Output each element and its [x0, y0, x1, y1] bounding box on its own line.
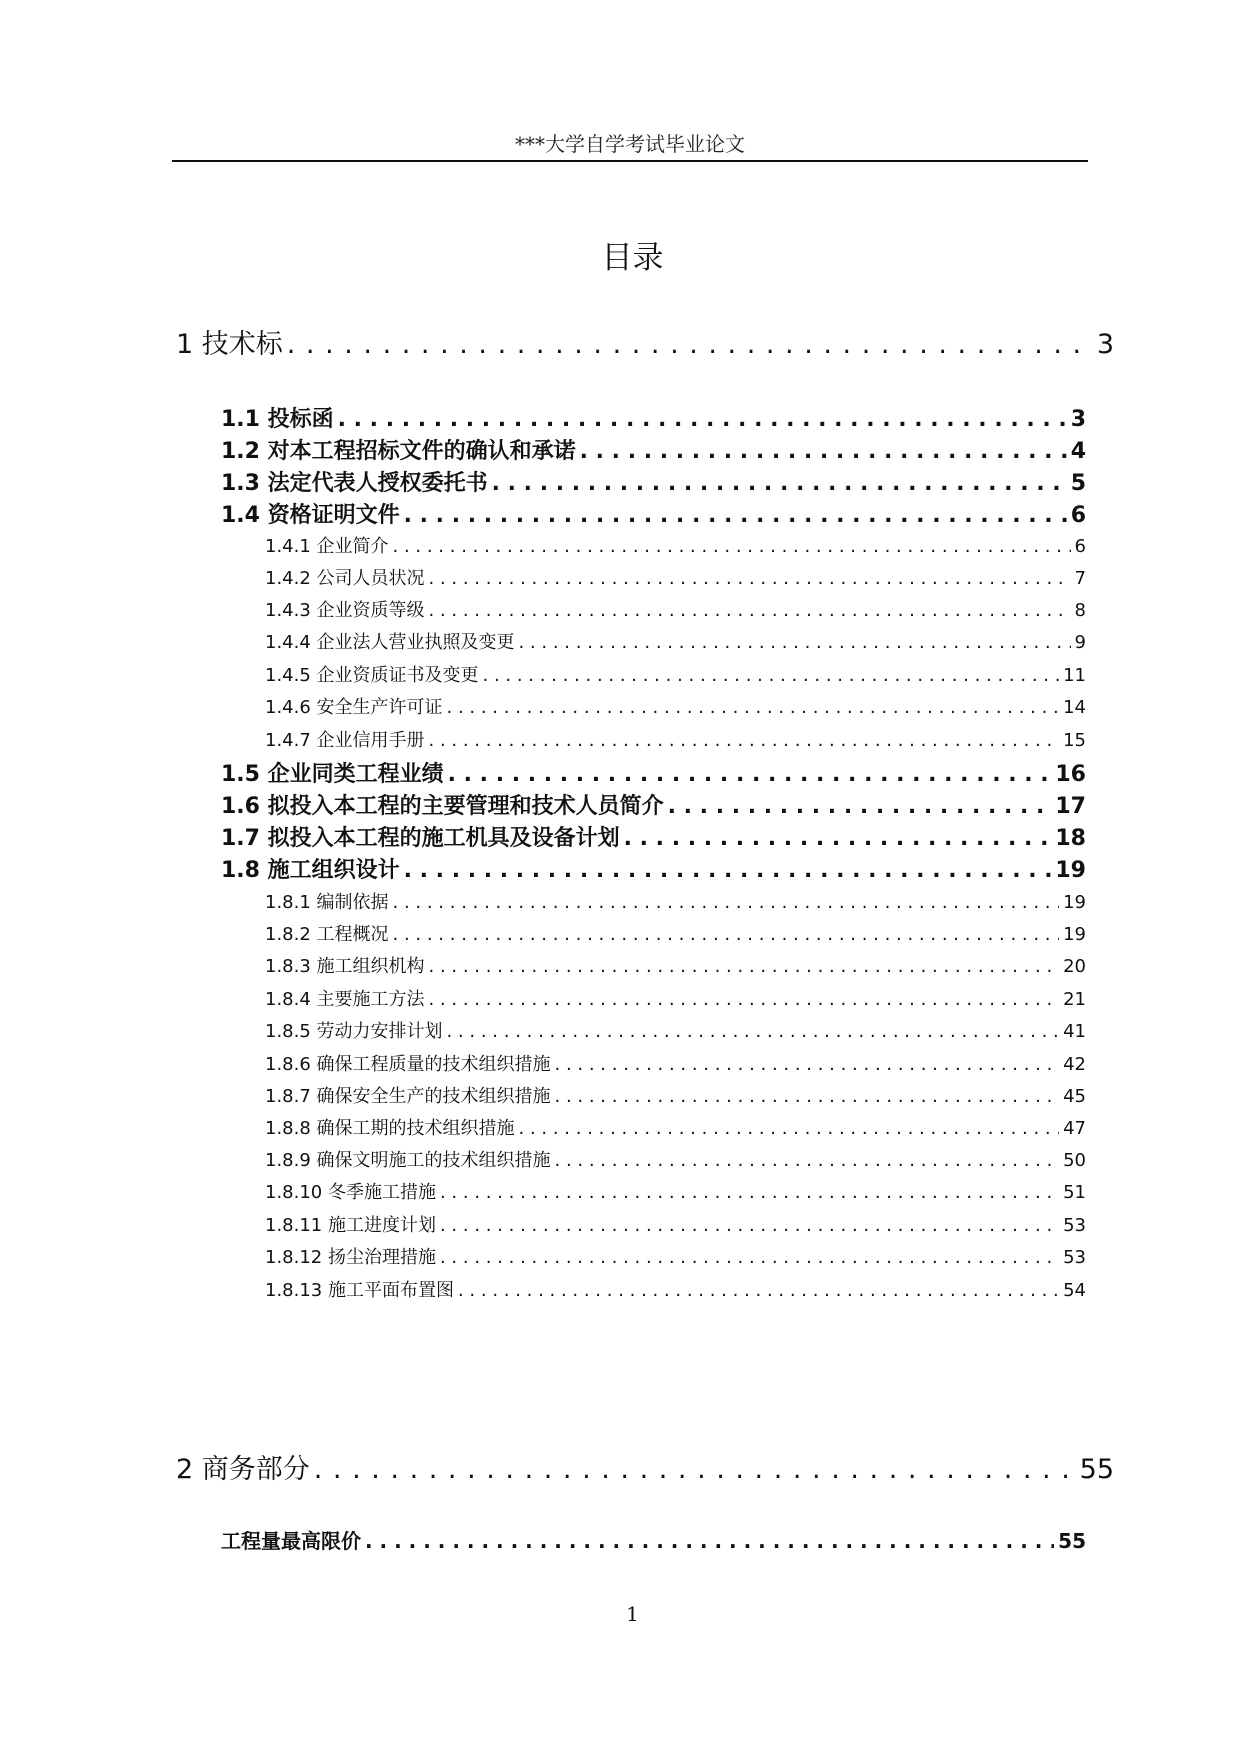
toc-entry-page: 9	[1074, 632, 1086, 653]
toc-entry[interactable]	[221, 789, 1086, 820]
toc-entry-label: 1.4.7 企业信用手册	[265, 730, 425, 751]
toc-entry-page: 14	[1063, 697, 1086, 718]
toc-entry-label: 1.4.2 公司人员状况	[265, 568, 425, 589]
toc-entry-page: 8	[1074, 600, 1086, 621]
toc-entry-page: 50	[1063, 1150, 1086, 1171]
toc-entry-page: 54	[1063, 1280, 1086, 1301]
toc-entry[interactable]	[265, 888, 1086, 914]
toc-entry[interactable]	[265, 726, 1086, 752]
toc-entry[interactable]	[221, 757, 1086, 788]
header-rule	[172, 160, 1088, 162]
toc-entry[interactable]	[221, 821, 1086, 852]
toc-entry-page: 16	[1055, 762, 1086, 787]
toc-leader	[448, 762, 1052, 787]
toc-leader	[393, 536, 1071, 557]
toc-leader	[624, 826, 1052, 851]
toc-leader	[555, 1086, 1060, 1107]
toc-entry-page: 5	[1070, 471, 1086, 496]
toc-entry-page: 53	[1063, 1215, 1086, 1236]
toc-entry[interactable]	[265, 596, 1086, 622]
toc-entry-label: 1.8.4 主要施工方法	[265, 989, 425, 1010]
toc-leader	[429, 989, 1060, 1010]
toc-entry-page: 19	[1055, 858, 1086, 883]
toc-entry-label: 1.8.1 编制依据	[265, 892, 389, 913]
toc-entry-page: 42	[1063, 1054, 1086, 1075]
toc-entry-label: 1.8.13 施工平面布置图	[265, 1280, 454, 1301]
running-header: ***大学自学考试毕业论文	[515, 132, 745, 156]
toc-entry-page: 17	[1055, 794, 1086, 819]
toc-leader	[668, 794, 1052, 819]
toc-entry-label: 1.8.9 确保文明施工的技术组织措施	[265, 1150, 551, 1171]
toc-entry[interactable]	[265, 1017, 1086, 1043]
toc-entry-label: 1.7 拟投入本工程的施工机具及设备计划	[221, 826, 620, 851]
toc-entry-label: 2 商务部分	[176, 1454, 310, 1485]
toc-entry[interactable]	[221, 466, 1086, 497]
toc-entry-page: 21	[1063, 989, 1086, 1010]
toc-leader	[458, 1280, 1059, 1301]
toc-entry-label: 1.2 对本工程招标文件的确认和承诺	[221, 439, 576, 464]
toc-entry-page: 41	[1063, 1021, 1086, 1042]
toc-entry-label: 1.4.1 企业简介	[265, 536, 389, 557]
toc-entry-page: 3	[1070, 407, 1086, 432]
page-number: 1	[626, 1602, 639, 1626]
toc-entry-label: 工程量最高限价	[221, 1529, 361, 1553]
toc-entry-label: 1.8.10 冬季施工措施	[265, 1182, 436, 1203]
toc-entry[interactable]	[265, 1114, 1086, 1140]
toc-entry[interactable]	[265, 1178, 1086, 1204]
toc-entry[interactable]	[221, 853, 1086, 884]
toc-entry-page: 51	[1063, 1182, 1086, 1203]
toc-entry-page: 53	[1063, 1247, 1086, 1268]
toc-entry[interactable]	[221, 1525, 1086, 1554]
toc-entry-page: 3	[1096, 329, 1114, 360]
toc-entry-page: 19	[1063, 892, 1086, 913]
toc-entry-page: 15	[1063, 730, 1086, 751]
toc-leader	[492, 471, 1067, 496]
toc-entry-page: 18	[1055, 826, 1086, 851]
toc-entry[interactable]	[265, 693, 1086, 719]
toc-entry-label: 1.8.5 劳动力安排计划	[265, 1021, 443, 1042]
toc-leader	[440, 1247, 1059, 1268]
toc-leader	[429, 568, 1071, 589]
toc-entry[interactable]	[265, 1082, 1086, 1108]
toc-leader	[447, 697, 1060, 718]
toc-title: 目录	[601, 240, 664, 276]
toc-entry-label: 1.8.12 扬尘治理措施	[265, 1247, 436, 1268]
toc-entry-label: 1.4.6 安全生产许可证	[265, 697, 443, 718]
toc-leader	[314, 1454, 1076, 1485]
toc-entry[interactable]	[265, 985, 1086, 1011]
toc-entry-label: 1.8.11 施工进度计划	[265, 1215, 436, 1236]
toc-entry-label: 1.4.5 企业资质证书及变更	[265, 665, 479, 686]
toc-leader	[447, 1021, 1060, 1042]
toc-entry[interactable]	[176, 322, 1114, 361]
toc-entry[interactable]	[265, 1050, 1086, 1076]
toc-entry-page: 4	[1070, 439, 1086, 464]
toc-entry[interactable]	[221, 498, 1086, 529]
toc-entry-page: 20	[1063, 956, 1086, 977]
toc-leader	[429, 730, 1060, 751]
toc-leader	[338, 407, 1067, 432]
toc-entry-label: 1.6 拟投入本工程的主要管理和技术人员简介	[221, 794, 664, 819]
toc-entry-label: 1.4.3 企业资质等级	[265, 600, 425, 621]
toc-leader	[404, 503, 1067, 528]
toc-entry[interactable]	[265, 952, 1086, 978]
toc-entry[interactable]	[265, 628, 1086, 654]
toc-entry[interactable]	[265, 920, 1086, 946]
toc-entry[interactable]	[265, 1146, 1086, 1172]
toc-entry-label: 1.8.3 施工组织机构	[265, 956, 425, 977]
toc-entry-label: 1.3 法定代表人授权委托书	[221, 471, 488, 496]
toc-leader	[519, 1118, 1060, 1139]
toc-leader	[580, 439, 1067, 464]
toc-entry[interactable]	[265, 1211, 1086, 1237]
toc-leader	[555, 1150, 1060, 1171]
toc-entry-page: 7	[1074, 568, 1086, 589]
toc-leader	[393, 892, 1060, 913]
toc-entry-label: 1.8.6 确保工程质量的技术组织措施	[265, 1054, 551, 1075]
toc-entry[interactable]	[265, 564, 1086, 590]
toc-entry[interactable]	[265, 661, 1086, 687]
toc-entry[interactable]	[265, 1276, 1086, 1302]
toc-leader	[429, 600, 1071, 621]
toc-leader	[429, 956, 1060, 977]
toc-entry-label: 1.5 企业同类工程业绩	[221, 762, 444, 787]
toc-leader	[404, 858, 1052, 883]
toc-leader	[555, 1054, 1060, 1075]
toc-entry-page: 55	[1058, 1529, 1086, 1553]
toc-leader	[365, 1529, 1054, 1553]
toc-leader	[519, 632, 1071, 653]
toc-entry-label: 1.8 施工组织设计	[221, 858, 400, 883]
toc-leader	[440, 1182, 1059, 1203]
toc-entry-page: 55	[1079, 1454, 1114, 1485]
toc-leader	[287, 329, 1093, 360]
toc-entry-page: 47	[1063, 1118, 1086, 1139]
toc-entry-label: 1.8.2 工程概况	[265, 924, 389, 945]
toc-entry-label: 1.1 投标函	[221, 407, 334, 432]
toc-entry-label: 1.4.4 企业法人营业执照及变更	[265, 632, 515, 653]
toc-entry-label: 1.8.7 确保安全生产的技术组织措施	[265, 1086, 551, 1107]
toc-entry[interactable]	[221, 402, 1086, 433]
toc-entry[interactable]	[176, 1447, 1114, 1486]
toc-entry-label: 1.8.8 确保工期的技术组织措施	[265, 1118, 515, 1139]
toc-entry[interactable]	[265, 1243, 1086, 1269]
toc-entry-page: 6	[1074, 536, 1086, 557]
toc-entry[interactable]	[265, 532, 1086, 558]
toc-entry-label: 1.4 资格证明文件	[221, 503, 400, 528]
toc-leader	[440, 1215, 1059, 1236]
toc-leader	[393, 924, 1060, 945]
toc-entry-page: 19	[1063, 924, 1086, 945]
toc-entry-page: 11	[1063, 665, 1086, 686]
toc-entry-page: 45	[1063, 1086, 1086, 1107]
toc-leader	[483, 665, 1060, 686]
toc-entry[interactable]	[221, 434, 1086, 465]
toc-entry-page: 6	[1070, 503, 1086, 528]
toc-entry-label: 1 技术标	[176, 329, 283, 360]
